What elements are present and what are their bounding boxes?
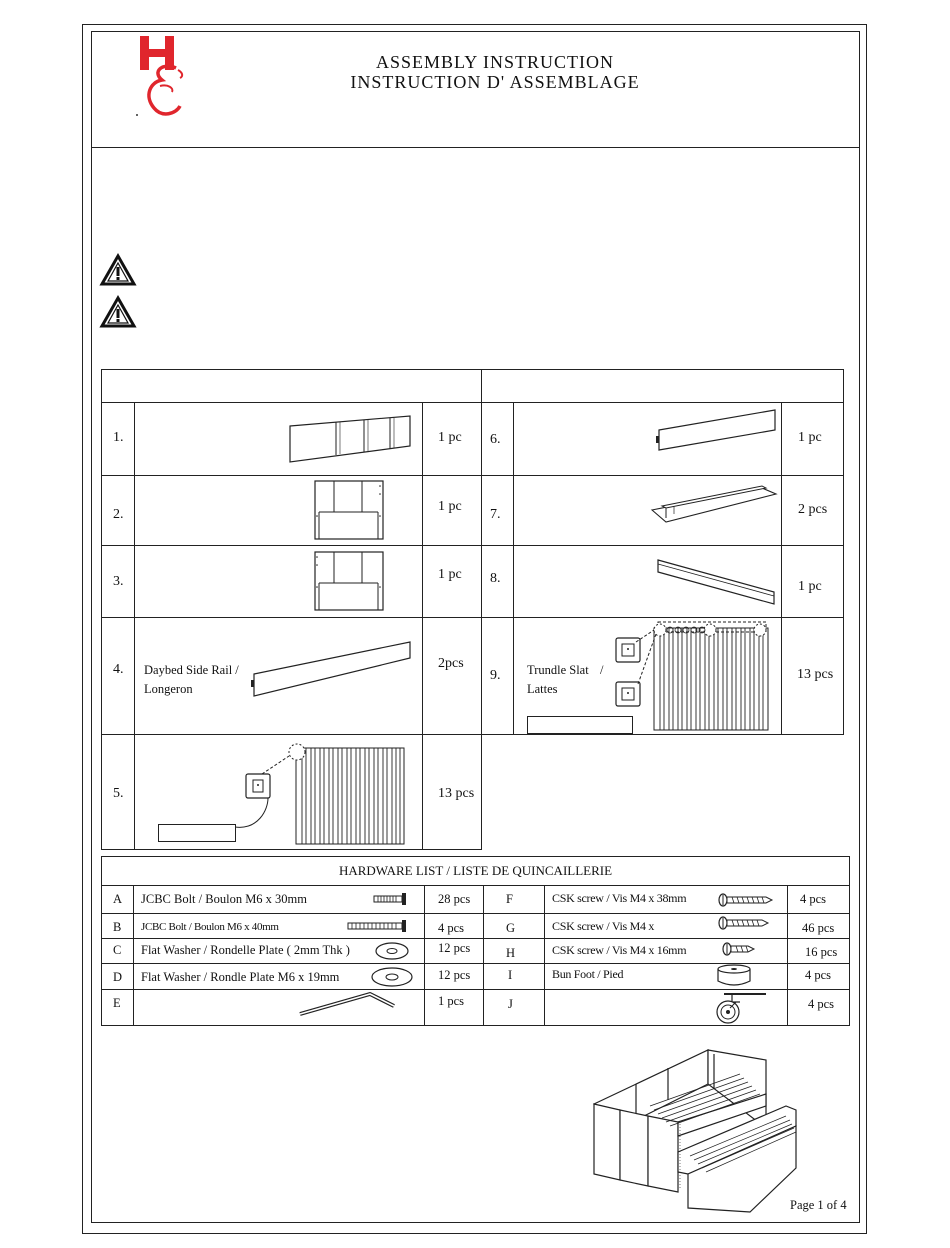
hardware-desc: CSK screw / Vis M4 x 16mm: [552, 943, 687, 957]
part-qty: 1 pc: [438, 499, 462, 514]
part-number: 5.: [113, 786, 124, 801]
hardware-qty: 46 pcs: [802, 921, 835, 935]
hardware-qty: 16 pcs: [805, 945, 838, 959]
hardware-letter: G: [506, 921, 516, 935]
trundle-slat-drawing: [612, 618, 772, 732]
hardware-letter: C: [113, 943, 122, 957]
title-english: ASSEMBLY INSTRUCTION: [375, 52, 615, 72]
warning-icon: [100, 254, 136, 286]
part-qty: 2 pcs: [798, 502, 828, 517]
part-qty: 2pcs: [438, 656, 464, 671]
part-number: 7.: [490, 507, 501, 522]
hardware-qty: 1 pcs: [438, 994, 465, 1008]
part-number: 4.: [113, 662, 124, 677]
end-panel-drawing: [314, 551, 386, 613]
assembled-daybed-drawing: [590, 1048, 796, 1214]
label-box: [158, 824, 236, 842]
part-number: 2.: [113, 507, 124, 522]
title-french: INSTRUCTION D' ASSEMBLAGE: [350, 72, 640, 92]
part-number: 3.: [113, 574, 124, 589]
bun-foot-icon: [712, 963, 756, 989]
hardware-qty: 4 pcs: [805, 968, 832, 982]
warning-icon: [100, 296, 136, 328]
allen-key-icon: [298, 990, 398, 1020]
washer-icon: [374, 940, 410, 962]
caster-icon: [710, 990, 770, 1026]
part-name: Lattes: [527, 682, 558, 696]
hardware-desc: Bun Foot / Pied: [552, 967, 624, 981]
part-name: Longeron: [144, 682, 193, 696]
label-box: [527, 716, 633, 734]
page-number: Page 1 of 4: [790, 1198, 847, 1212]
part-name: Trundle Slat: [527, 663, 589, 677]
short-screw-icon: [722, 942, 756, 956]
hardware-letter: J: [508, 997, 513, 1011]
header-divider: [91, 147, 860, 148]
part-number: 8.: [490, 571, 501, 586]
hardware-qty: 4 pcs: [808, 997, 835, 1011]
brand-logo: [132, 34, 192, 120]
part-qty: 1 pc: [798, 430, 822, 445]
hardware-qty: 28 pcs: [438, 892, 471, 906]
part-number: 6.: [490, 432, 501, 447]
screw-icon: [718, 893, 774, 907]
part-qty: 13 pcs: [438, 786, 475, 801]
hardware-desc: Flat Washer / Rondle Plate M6 x 19mm: [141, 970, 340, 984]
part-qty: 1 pc: [798, 579, 822, 594]
hardware-desc: CSK screw / Vis M4 x: [552, 919, 655, 933]
hardware-qty: 4 pcs: [800, 892, 827, 906]
hardware-qty: 4 pcs: [438, 921, 465, 935]
bolt-icon: [372, 892, 408, 906]
part-number: 1.: [113, 430, 124, 445]
hardware-list-title: HARDWARE LIST / LISTE DE QUINCAILLERIE: [338, 863, 613, 878]
hardware-letter: A: [113, 892, 123, 906]
washer-icon: [370, 966, 414, 988]
rail-drawing: [655, 408, 779, 454]
hardware-desc: JCBC Bolt / Boulon M6 x 40mm: [141, 921, 279, 933]
hardware-letter: B: [113, 920, 122, 934]
part-qty: 1 pc: [438, 430, 462, 445]
hardware-letter: H: [506, 946, 516, 960]
end-panel-drawing: [314, 480, 386, 542]
slat-rail-drawing: [650, 484, 780, 526]
part-qty: 1 pc: [438, 567, 462, 582]
long-bolt-icon: [346, 919, 408, 933]
part-name: Daybed Side Rail /: [144, 663, 239, 677]
hardware-letter: I: [508, 968, 513, 982]
page-title: [300, 52, 690, 92]
part-name-separator: /: [600, 663, 604, 677]
hardware-qty: 12 pcs: [438, 941, 471, 955]
part-number: 9.: [490, 668, 501, 683]
hardware-desc: JCBC Bolt / Boulon M6 x 30mm: [141, 892, 308, 906]
hardware-qty: 12 pcs: [438, 968, 471, 982]
hardware-letter: E: [113, 996, 121, 1010]
hardware-desc: CSK screw / Vis M4 x 38mm: [552, 891, 687, 905]
headboard-panel-drawing: [288, 414, 414, 466]
part-qty: 13 pcs: [797, 667, 834, 682]
hardware-letter: F: [506, 892, 513, 906]
hardware-desc: Flat Washer / Rondelle Plate ( 2mm Thk ): [141, 943, 350, 957]
side-rail-drawing: [250, 640, 412, 700]
rail-drawing: [656, 558, 778, 608]
screw-icon: [718, 916, 770, 930]
hardware-letter: D: [113, 970, 123, 984]
